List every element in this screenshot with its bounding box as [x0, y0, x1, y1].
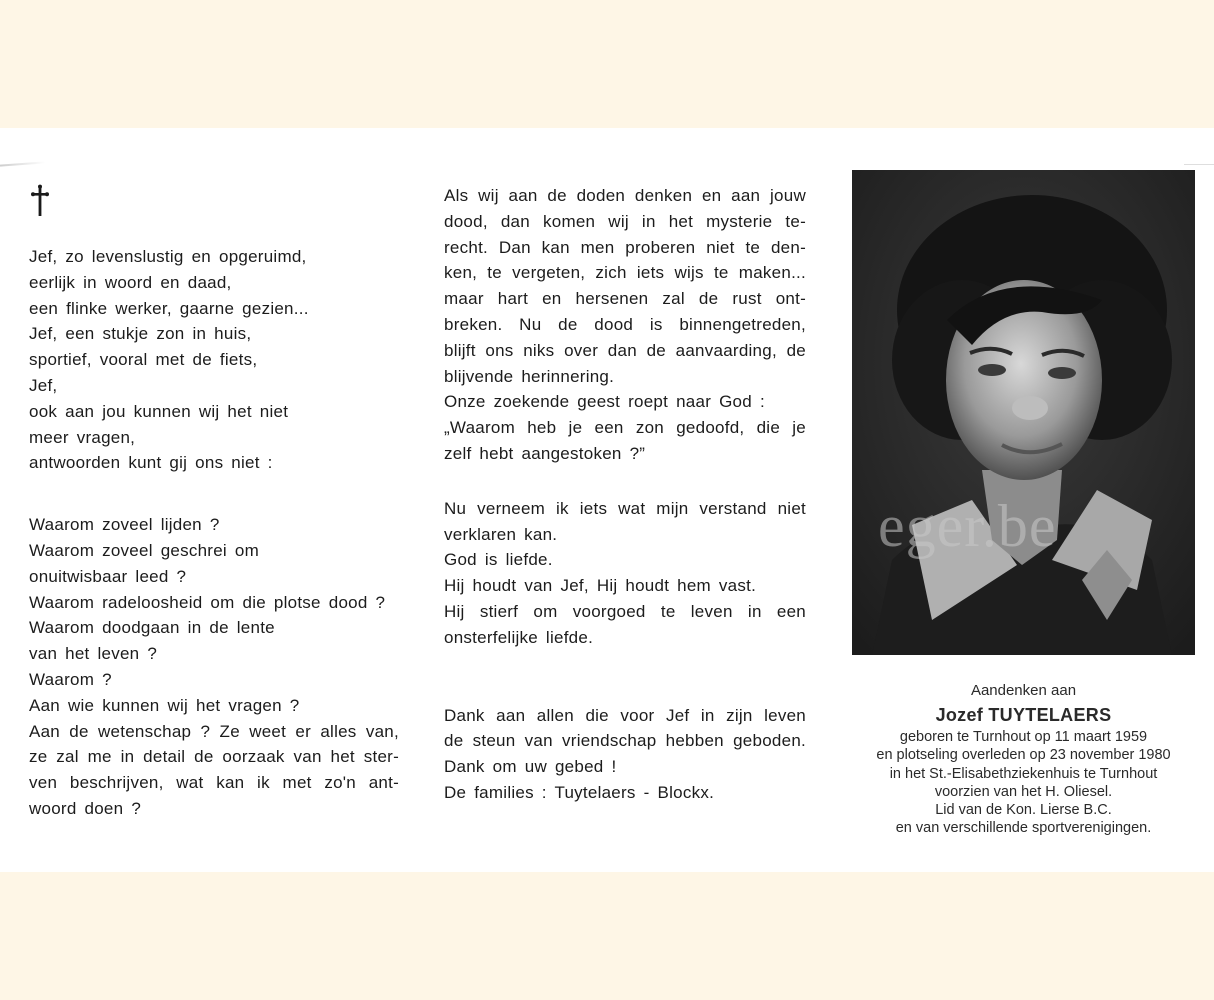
poem-line: antwoorden kunt gij ons niet : — [29, 453, 273, 473]
text-line: breken. Nu de dood is binnengetreden, — [444, 314, 806, 334]
reflection-paragraph-1 — [444, 183, 806, 467]
reflection-column — [444, 183, 806, 806]
memorial-card — [0, 128, 1214, 872]
poem-line: ven beschrijven, wat kan ik met zo'n ant- — [29, 773, 399, 793]
text-line: ken, te vergeten, zich iets wijs te maken... — [444, 263, 806, 283]
poem-line: Waarom doodgaan in de lente — [29, 618, 275, 638]
death-info: en plotseling overleden op 23 november 1980 — [876, 747, 1171, 764]
family-signature: De families : Tuytelaers - Blockx. — [444, 782, 715, 802]
text-line: God is liefde. — [444, 550, 553, 570]
poem-line: Jef, zo levenslustig en opgeruimd, — [29, 247, 307, 266]
poem-line: ook aan jou kunnen wij het niet — [29, 401, 289, 421]
portrait-photo — [852, 170, 1195, 655]
cross-icon — [30, 184, 50, 216]
text-line: zelf hebt aangestoken ?” — [444, 443, 646, 463]
text-line: blijft ons niks over dan de aanvaarding, de — [444, 340, 806, 360]
text-line: Dank om uw gebed ! — [444, 757, 617, 777]
deceased-name: Jozef TUYTELAERS — [935, 705, 1112, 725]
poem-line: sportief, vooral met de fiets, — [29, 350, 258, 370]
poem-stanza-2 — [29, 512, 399, 822]
poem-line: een flinke werker, gaarne gezien... — [29, 298, 309, 318]
club-membership: Lid van de Kon. Lierse B.C. — [935, 802, 1112, 819]
poem-stanza-1 — [29, 244, 399, 476]
paper-crease — [0, 161, 45, 166]
poem-line: Waarom zoveel lijden ? — [29, 515, 220, 535]
text-line: Onze zoekende geest roept naar God : — [444, 392, 765, 412]
text-line: verklaren kan. — [444, 524, 558, 544]
poem-line: meer vragen, — [29, 427, 136, 447]
text-line: Dank aan allen die voor Jef in zijn leven — [444, 705, 806, 725]
poem-line: ze zal me in detail de oorzaak van het ster- — [29, 747, 399, 767]
poem-line: onuitwisbaar leed ? — [29, 566, 187, 586]
text-line: de steun van vriendschap hebben geboden. — [444, 731, 806, 751]
text-line: Hij houdt van Jef, Hij houdt hem vast. — [444, 576, 757, 596]
text-line: Nu verneem ik iets wat mijn verstand niet — [444, 498, 806, 518]
text-line: „Waarom heb je een zon gedoofd, die je — [444, 418, 806, 438]
text-line: Als wij aan de doden denken en aan jouw — [444, 186, 806, 205]
poem-line: Waarom ? — [29, 669, 112, 689]
memorial-info — [852, 680, 1195, 838]
poem-line: Jef, een stukje zon in huis, — [29, 324, 252, 344]
poem-line: Waarom zoveel geschrei om — [29, 540, 260, 560]
poem-line: Aan wie kunnen wij het vragen ? — [29, 695, 300, 715]
paper-crease — [1184, 164, 1214, 165]
text-line: maar hart en hersenen zal de rust ont- — [444, 289, 806, 309]
poem-line: eerlijk in woord en daad, — [29, 272, 232, 292]
poem-line: Waarom radeloosheid om die plotse dood ? — [29, 592, 386, 612]
thanks-paragraph — [444, 703, 806, 806]
reflection-paragraph-2 — [444, 496, 806, 651]
poem-line: van het leven ? — [29, 644, 158, 664]
watermark: eger.be — [878, 493, 1057, 559]
poem-line: Aan de wetenschap ? Ze weet er alles van, — [29, 721, 399, 741]
birth-info: geboren te Turnhout op 11 maart 1959 — [899, 729, 1148, 745]
death-place: in het St.-Elisabethziekenhuis te Turnhout — [889, 765, 1158, 782]
text-line: recht. Dan kan men proberen niet te den- — [444, 237, 806, 257]
text-line: blijvende herinnering. — [444, 366, 615, 386]
text-line: dood, dan komen wij in het mysterie te- — [444, 211, 806, 231]
memorial-heading: Aandenken aan — [970, 682, 1077, 699]
poem-column — [29, 244, 399, 822]
text-line: Hij stierf om voorgoed te leven in een — [444, 601, 806, 621]
text-line: onsterfelijke liefde. — [444, 627, 594, 647]
poem-line: woord doen ? — [29, 798, 142, 818]
poem-line: Jef, — [29, 375, 58, 395]
sacrament-info: voorzien van het H. Oliesel. — [934, 783, 1113, 800]
club-membership: en van verschillende sportverenigingen. — [895, 820, 1152, 837]
